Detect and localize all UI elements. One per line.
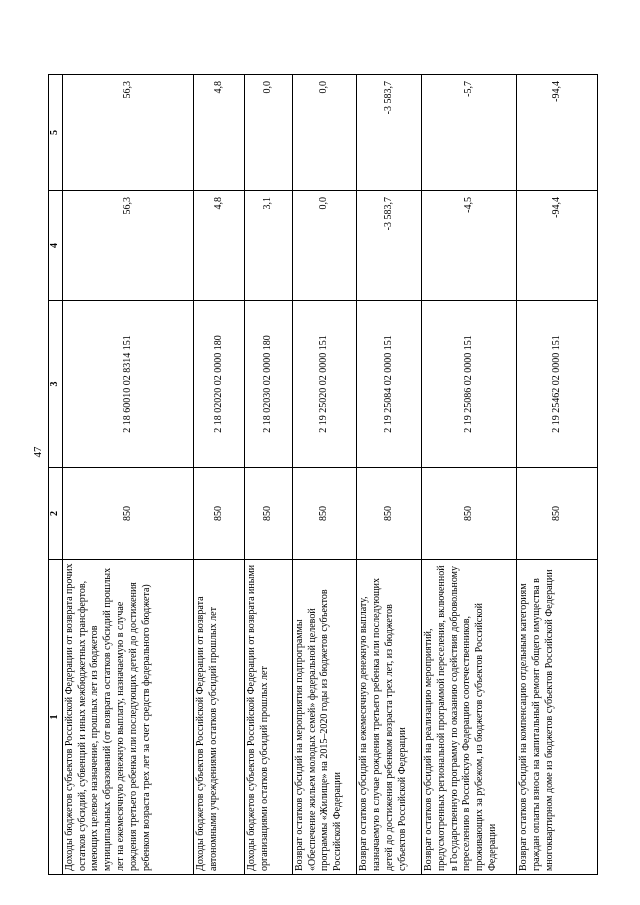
row-value-col5: 4,8 [194,75,245,191]
row-value-col4: -4,5 [422,191,517,301]
budget-table-rotated [48,75,598,875]
row-admin-code: 850 [422,468,517,560]
row-admin-code: 850 [194,468,245,560]
header-row [49,75,63,875]
row-value-col4: -3 583,7 [357,191,422,301]
row-budget-code: 2 18 02030 02 0000 180 [245,301,293,468]
table-row [517,75,598,875]
table-row [194,75,245,875]
table-row [62,75,193,875]
column-header-1: 1 [49,560,63,875]
row-admin-code: 850 [357,468,422,560]
budget-revenue-table [48,74,598,875]
column-header-2: 2 [49,468,63,560]
row-value-col5: 0,0 [245,75,293,191]
table-row [292,75,357,875]
row-value-col4: 4,8 [194,191,245,301]
row-value-col5: -5,7 [422,75,517,191]
row-value-col4: 0,0 [292,191,357,301]
row-description: Возврат остатков субсидий на ежемесячную денежную выплату, назначаемую в случае рождения третьего ребенка или последующих детей до достижения ребенком возраста трех лет, из бюджетов субъектов Российской Федерации [357,560,422,875]
row-budget-code: 2 19 25084 02 0000 151 [357,301,422,468]
row-admin-code: 850 [292,468,357,560]
row-description: Доходы бюджетов субъектов Российской Федерации от возврата иными организациями остатков субсидий прошлых лет [245,560,293,875]
row-description: Возврат остатков субсидий на мероприятия подпрограммы «Обеспечение жильем молодых семей» федеральной целевой программы «Жилище» на 2015–2020 годы из бюджетов субъектов Российской Федерации [292,560,357,875]
row-admin-code: 850 [245,468,293,560]
row-budget-code: 2 18 02020 02 0000 180 [194,301,245,468]
table-row [422,75,517,875]
row-budget-code: 2 19 25462 02 0000 151 [517,301,598,468]
row-budget-code: 2 19 25086 02 0000 151 [422,301,517,468]
row-description: Доходы бюджетов субъектов Российской Федерации от возврата автономными учреждениями остатков субсидий прошлых лет [194,560,245,875]
row-description: Возврат остатков субсидий на реализацию мероприятий, предусмотренных региональной программой переселения, включенной в Государственную программу по оказанию содействия добровольному переселению в Российскую Федерацию соотечественников, проживающих за рубежом, из бюджетов субъектов Российской Федерации [422,560,517,875]
row-value-col5: -94,4 [517,75,598,191]
table-row [357,75,422,875]
row-budget-code: 2 19 25020 02 0000 151 [292,301,357,468]
page-number: 47 [32,446,44,458]
row-admin-code: 850 [62,468,193,560]
row-value-col5: -3 583,7 [357,75,422,191]
row-value-col5: 56,3 [62,75,193,191]
column-header-5: 5 [49,75,63,191]
column-header-3: 3 [49,301,63,468]
row-description: Возврат остатков субсидий на компенсацию отдельным категориям граждан оплаты взноса на капитальный ремонт общего имущества в многоквартирном доме из бюджетов субъектов Российской Федерации [517,560,598,875]
row-value-col4: 3,1 [245,191,293,301]
column-header-4: 4 [49,191,63,301]
row-description: Доходы бюджетов субъектов Российской Федерации от возврата прочих остатков субсидий, субвенций и иных межбюджетных трансфертов, имеющих целевое назначение, прошлых лет из бюджетов муниципальных образований (от возврата остатков субсидий прошлых лет на ежемесячную денежную выплату, назначаемую в случае рождения третьего ребенка или последующих детей до достижения ребенком возраста трех лет за счет средств федерального бюджета) [62,560,193,875]
row-admin-code: 850 [517,468,598,560]
row-value-col4: -94,4 [517,191,598,301]
row-budget-code: 2 18 60010 02 8314 151 [62,301,193,468]
row-value-col5: 0,0 [292,75,357,191]
table-row [245,75,293,875]
row-value-col4: 56,3 [62,191,193,301]
